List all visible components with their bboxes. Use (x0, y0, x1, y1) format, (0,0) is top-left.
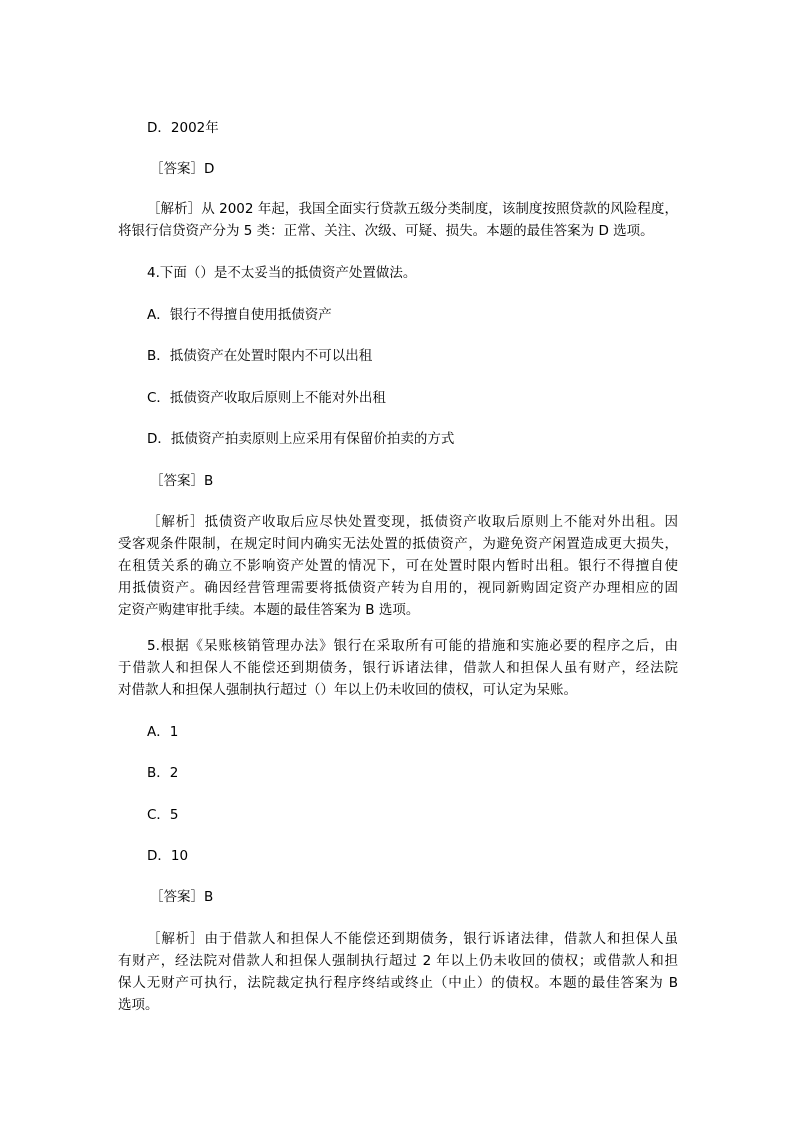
option-line: D．10 (147, 848, 189, 864)
analysis-line: 有财产，经法院对借款人和担保人强制执行超过 2 年以上仍未收回的债权；或借款人和担 (118, 953, 678, 969)
option-line: A．银行不得擅自使用抵债资产 (147, 307, 332, 323)
answer-paragraph (150, 470, 710, 492)
option-paragraph (147, 304, 707, 326)
option-paragraph (147, 387, 707, 409)
option-line: A．1 (147, 724, 179, 740)
analysis-line: 选项。 (118, 997, 159, 1013)
answer-paragraph (150, 158, 710, 180)
option-paragraph (147, 428, 707, 450)
analysis-line: 保人无财产可执行，法院裁定执行程序终结或终止（中止）的债权。本题的最佳答案为 B (118, 975, 678, 991)
analysis-line: 定资产购建审批手续。本题的最佳答案为 B 选项。 (118, 602, 420, 618)
option-paragraph (147, 117, 707, 139)
option-line: C．抵债资产收取后原则上不能对外出租 (147, 390, 386, 406)
option-line: B．抵债资产在处置时限内不可以出租 (147, 348, 373, 364)
answer-paragraph (150, 886, 710, 908)
option-line: C．5 (147, 807, 179, 823)
analysis-line: 受客观条件限制，在规定时间内确实无法处置的抵债资产，为避免资产闲置造成更大损失， (118, 536, 678, 552)
option-paragraph (147, 762, 707, 784)
question-paragraph (118, 635, 678, 701)
analysis-paragraph (118, 198, 678, 242)
analysis-paragraph (118, 928, 678, 1016)
option-paragraph (147, 845, 707, 867)
question-line: 5.根据《呆账核销管理办法》银行在采取所有可能的措施和实施必要的程序之后，由 (147, 638, 678, 654)
analysis-line: ［解析］从 2002 年起，我国全面实行贷款五级分类制度，该制度按照贷款的风险程度， (147, 201, 678, 217)
option-line: B．2 (147, 765, 179, 781)
question-paragraph (118, 262, 678, 284)
question-line: 4.下面（）是不太妥当的抵债资产处置做法。 (147, 265, 417, 281)
question-line: 于借款人和担保人不能偿还到期债务，银行诉诸法律，借款人和担保人虽有财产，经法院 (118, 660, 678, 676)
analysis-line: 在租赁关系的确立不影响资产处置的情况下，可在处置时限内暂时出租。银行不得擅自使 (118, 558, 678, 574)
analysis-paragraph (118, 511, 678, 621)
option-line: D．抵债资产拍卖原则上应采用有保留价拍卖的方式 (147, 431, 455, 447)
option-paragraph (147, 804, 707, 826)
answer-line: ［答案］B (150, 473, 214, 489)
question-line: 对借款人和担保人强制执行超过（）年以上仍未收回的债权，可认定为呆账。 (118, 682, 577, 698)
analysis-line: 将银行信贷资产分为 5 类：正常、关注、次级、可疑、损失。本题的最佳答案为 D 选项。 (118, 223, 654, 239)
answer-line: ［答案］D (150, 161, 215, 177)
option-paragraph (147, 721, 707, 743)
analysis-line: ［解析］由于借款人和担保人不能偿还到期债务，银行诉诸法律，借款人和担保人虽 (147, 931, 678, 947)
analysis-line: 用抵债资产。确因经营管理需要将抵债资产转为自用的，视同新购固定资产办理相应的固 (118, 580, 678, 596)
option-line: D．2002年 (147, 120, 219, 136)
analysis-line: ［解析］抵债资产收取后应尽快处置变现，抵债资产收取后原则上不能对外出租。因 (147, 514, 678, 530)
option-paragraph (147, 345, 707, 367)
answer-line: ［答案］B (150, 889, 214, 905)
